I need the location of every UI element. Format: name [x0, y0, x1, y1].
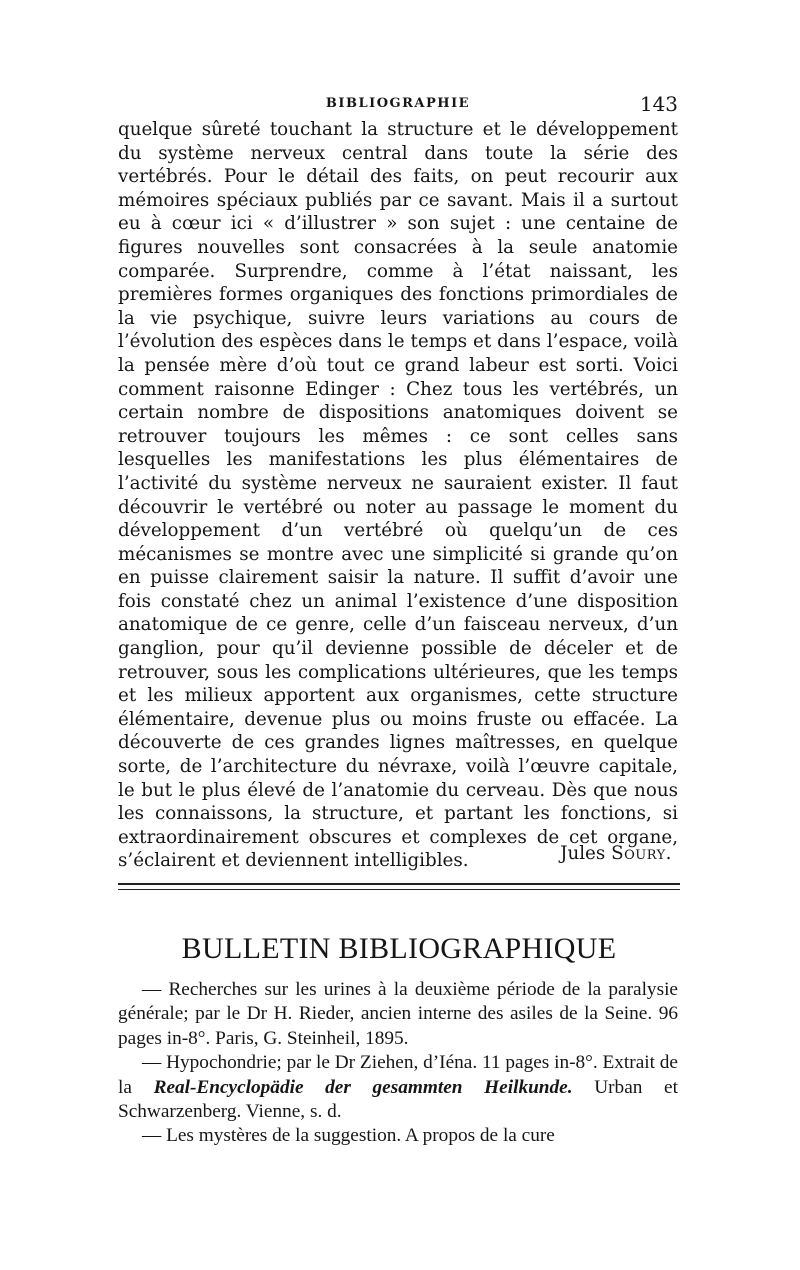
signature-surname: Soury.	[611, 843, 672, 864]
running-head	[118, 92, 678, 114]
section-divider-thin	[118, 889, 680, 890]
review-paragraph: quelque sûreté touchant la structure et le développement du système nerveux central dans toute la série des vertébrés. Pour le détail des faits, on peut recourir aux mémoires spéciaux publiés par ce savant. Mais il a surtout eu à cœur ici « d’illustrer » son sujet : une centaine de figures nouvelles sont consacrées à la seule anatomie comparée. Surprendre, comme à l’état naissant, les premières formes organiques des fonctions primordiales de la vie psychique, suivre leurs variations au cours de l’évolution des espèces dans le temps et dans l’espace, voilà la pensée mère d’où tout ce grand labeur est sorti. Voici comment raisonne Edinger : Chez tous les vertébrés, un certain nombre de dispositions anatomiques doivent se retrouver toujours les mêmes : ce sont celles sans lesquelles les manifestations les plus élémentaires de l’activité du système nerveux ne sauraient exister. Il faut découvrir le vertébré ou noter au passage le moment du développement d’un vertébré où quelqu’un de ces mécanismes se montre avec une simplicité si grande qu’on en puisse clairement saisir la nature. Il suffit d’avoir une fois constaté chez un animal l’existence d’une disposition anatomique de ce genre, celle d’un faisceau nerveux, d’un ganglion, pour qu’il devienne possible de déceler et de retrouver, sous les complications ultérieures, que les temps et les milieux apportent aux organismes, cette structure élémentaire, devenue plus ou moins fruste ou effacée. La découverte de ces grandes lignes maîtresses, en quelque sorte, de l’architecture du névraxe, voilà l’œuvre capitale, le but le plus élevé de l’anatomie du cerveau. Dès que nous les connaissons, la structure, et partant les fonctions, si extraordinairement obscures et complexes de cet organe, s’éclairent et deviennent intelligibles.	[118, 119, 678, 872]
author-signature	[118, 842, 672, 866]
running-title: BIBLIOGRAPHIE	[325, 96, 471, 111]
page-number: 143	[639, 92, 678, 116]
section-divider-thick	[118, 883, 680, 885]
section-title: BULLETIN BIBLIOGRAPHIQUE	[181, 932, 617, 965]
bibliography-entry	[118, 1051, 678, 1124]
review-body	[118, 118, 678, 873]
entry-text: — Hypochondrie; par le Dr Ziehen, d’Iéna. 11 pages in-8°. Extrait de la	[118, 1052, 678, 1098]
bibliography-list	[118, 978, 678, 1149]
signature-first-name: Jules	[560, 843, 606, 864]
bibliography-entry: — Les mystères de la suggestion. A propos de la cure	[142, 1125, 555, 1147]
bibliography-entry: — Recherches sur les urines à la deuxième période de la paralysie générale; par le Dr H. Rieder, ancien interne des asiles de la Seine. 96 pages in-8°. Paris, G. Steinheil, 1895.	[118, 979, 678, 1049]
entry-text: Urban et Schwarzenberg. Vienne, s. d.	[118, 1076, 678, 1123]
entry-italic-title: Real-Encyclopädie der gesammten Heilkunde.	[153, 1076, 573, 1098]
